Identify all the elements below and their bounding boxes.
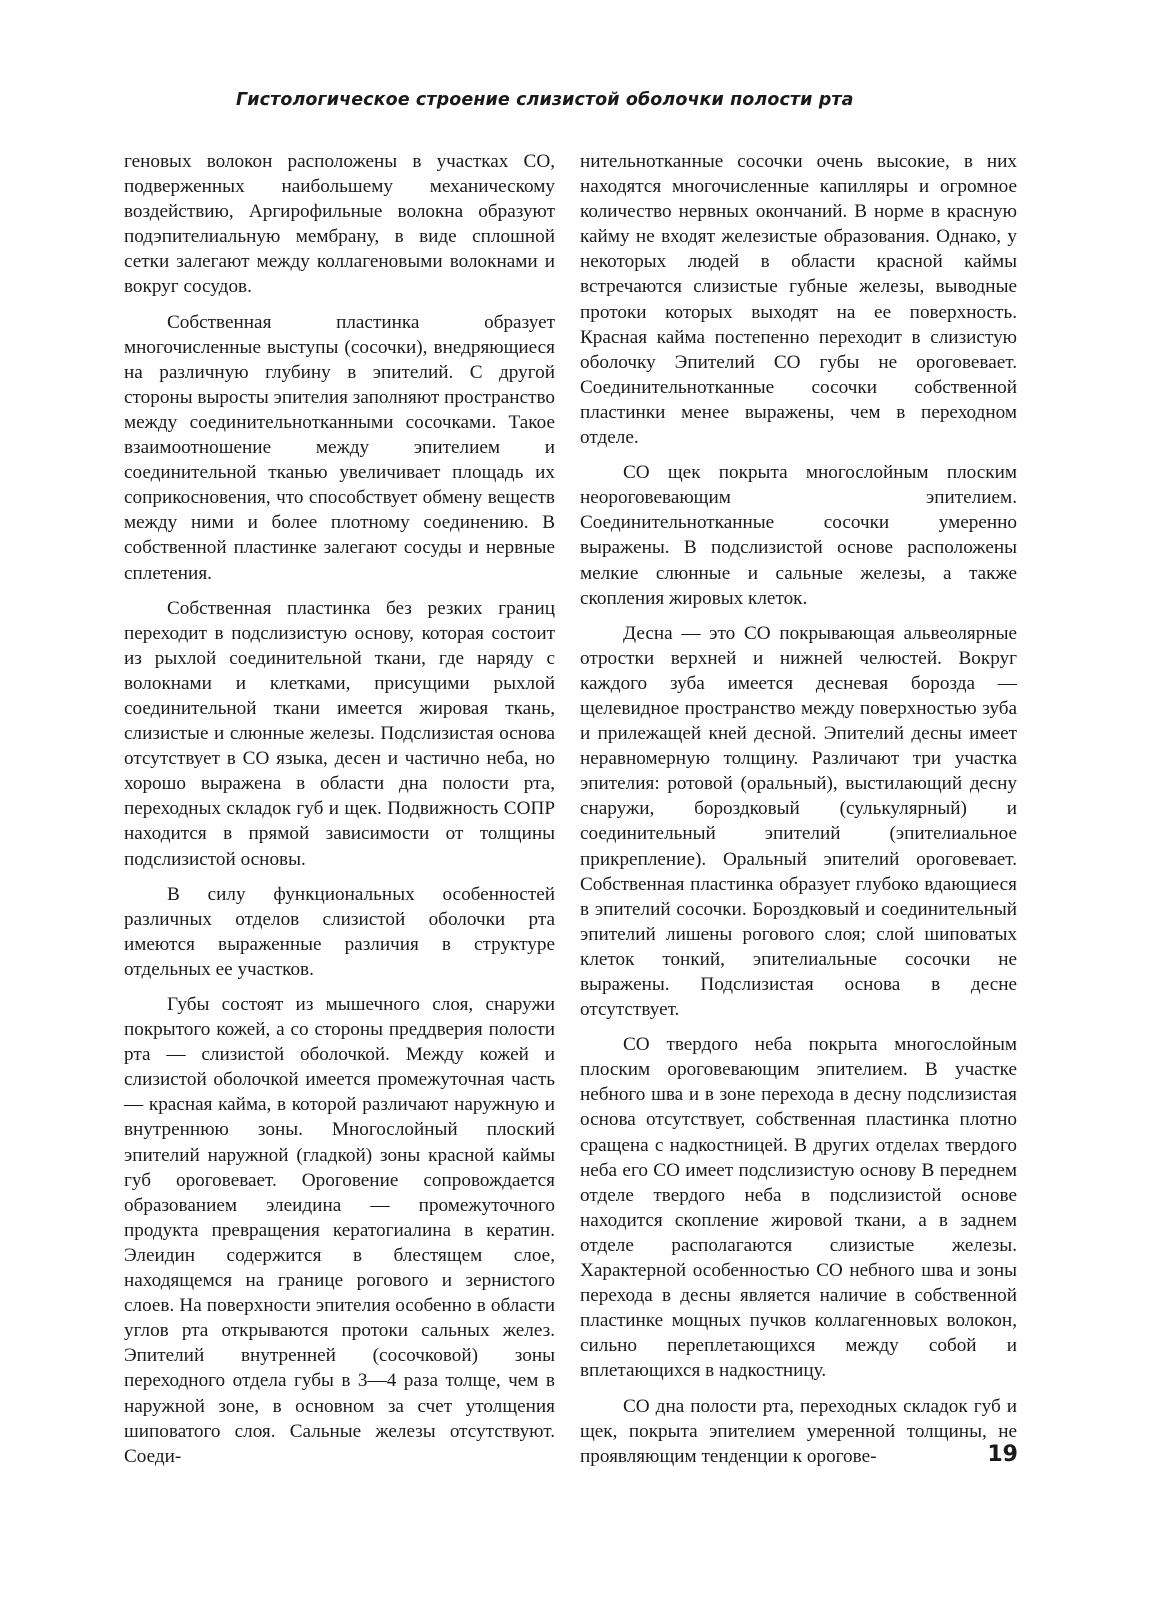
paragraph: СО твердого неба покрыта многослойным плоским ороговевающим эпителием. В участке небного шва и в зоне перехода в десну подслизистая основа отсутствует, собственная пластинка плотно сращена с надкостницей. В других отделах твердого неба его СО имеет подслизистую основу В переднем отделе твердого неба в подслизистой основе находится скопление жировой ткани, а в заднем отделе располагаются слизистые железы. Характерной особенностью СО небного шва и зоны перехода в десны является наличие в собственной пластинке мощных пучков коллагенновых волокон, сильно переплетающихся между собой и вплетающихся в надкостницу. <box>580 1034 1017 1382</box>
running-header: Гистологическое строение слизистой оболочки полости рта <box>236 90 854 110</box>
paragraph: Десна — это СО покрывающая альвеолярные отростки верхней и нижней челюстей. Вокруг каждого зуба имеется десневая борозда — щелевидное пространство между поверхностью зуба и прилежащей кней десной. Эпителий десны имеет неравномерную толщину. Различают три участка эпителия: ротовой (оральный), выстилающий десну снаружи, бороздковый (сулькулярный) и соединительный эпителий (эпителиальное прикрепление). Оральный эпителий ороговевает. Собственная пластинка образует глубоко вдающиеся в эпителий сосочки. Бороздковый и соединительный эпителий лишены рогового слоя; слой шиповатых клеток тонкий, эпителиальные сосочки не выражены. Подслизистая основа в десне отсутствует. <box>580 622 1017 1021</box>
paragraph: СО щек покрыта многослойным плоским неороговевающим эпителием. Соединительнотканные сосочки умеренно выражены. В подслизистой основе расположены мелкие слюнные и сальные железы, а также скопления жировых клеток. <box>580 462 1017 609</box>
paragraph: Собственная пластинка без резких границ переходит в подслизистую основу, которая состоит из рыхлой соединительной ткани, где наряду с волокнами и клетками, присущими рыхлой соединительной ткани имеется жировая ткань, слизистые и слюнные железы. Подслизистая основа отсутствует в СО языка, десен и частично неба, но хорошо выражена в области дна полости рта, переходных складок губ и щек. Подвижность СОПР находится в прямой зависимости от толщины подслизистой основы. <box>124 597 555 870</box>
paragraph: нительнотканные сосочки очень высокие, в них находятся многочисленные капилляры и огромное количество нервных окончаний. В норме в красную кайму не входят железистые образования. Однако, у некоторых людей в области красной каймы встречаются слизистые губные железы, выводные протоки которых выходят на ее поверхность. Красная кайма постепенно переходит в слизистую оболочку Эпителий СО губы не ороговевает. Соединительнотканные сосочки собственной пластинки менее выражены, чем в переходном отделе. <box>580 151 1017 449</box>
left-text-column <box>124 149 555 1479</box>
page-number: 19 <box>987 1442 1018 1467</box>
paragraph: геновых волокон расположены в участках СО, подверженных наибольшему механическому воздействию, Аргирофильные волокна образуют подэпителиальную мембрану, в виде сплошной сетки залегают между коллагеновыми волокнами и вокруг сосудов. <box>124 151 555 298</box>
paragraph: СО дна полости рта, переходных складок губ и щек, покрыта эпителием умеренной толщины, не проявляющим тенденции к орогове- <box>580 1395 1017 1467</box>
paragraph: Губы состоят из мышечного слоя, снаружи покрытого кожей, а со стороны преддверия полости рта — слизистой оболочкой. Между кожей и слизистой оболочкой имеется промежуточная часть — красная кайма, в которой различают наружную и внутреннюю зоны. Многослойный плоский эпителий наружной (гладкой) зоны красной каймы губ ороговевает. Ороговение сопровождается образованием элеидина — промежуточного продукта превращения кератогиалина в кератин. Элеидин содержится в блестящем слое, находящемся на границе рогового и зернистого слоев. На поверхности эпителия особенно в области углов рта открываются протоки сальных желез. Эпителий внутренней (сосочковой) зоны переходного отдела губы в 3—4 раза толще, чем в наружной зоне, в основном за счет утолщения шиповатого слоя. Сальные железы отсутствуют. Соеди- <box>124 994 555 1467</box>
paragraph: Собственная пластинка образует многочисленные выступы (сосочки), внедряющиеся на различную глубину в эпителий. С другой стороны выросты эпителия заполняют пространство между соединительнотканными сосочками. Такое взаимоотношение между эпителием и соединительной тканью увеличивает площадь их соприкосновения, что способствует обмену веществ между ними и более плотному соединению. В собственной пластинке залегают сосуды и нервные сплетения. <box>124 311 555 584</box>
right-text-column <box>580 149 1017 1479</box>
paragraph: В силу функциональных особенностей различных отделов слизистой оболочки рта имеются выраженные различия в структуре отдельных ее участков. <box>124 883 555 980</box>
